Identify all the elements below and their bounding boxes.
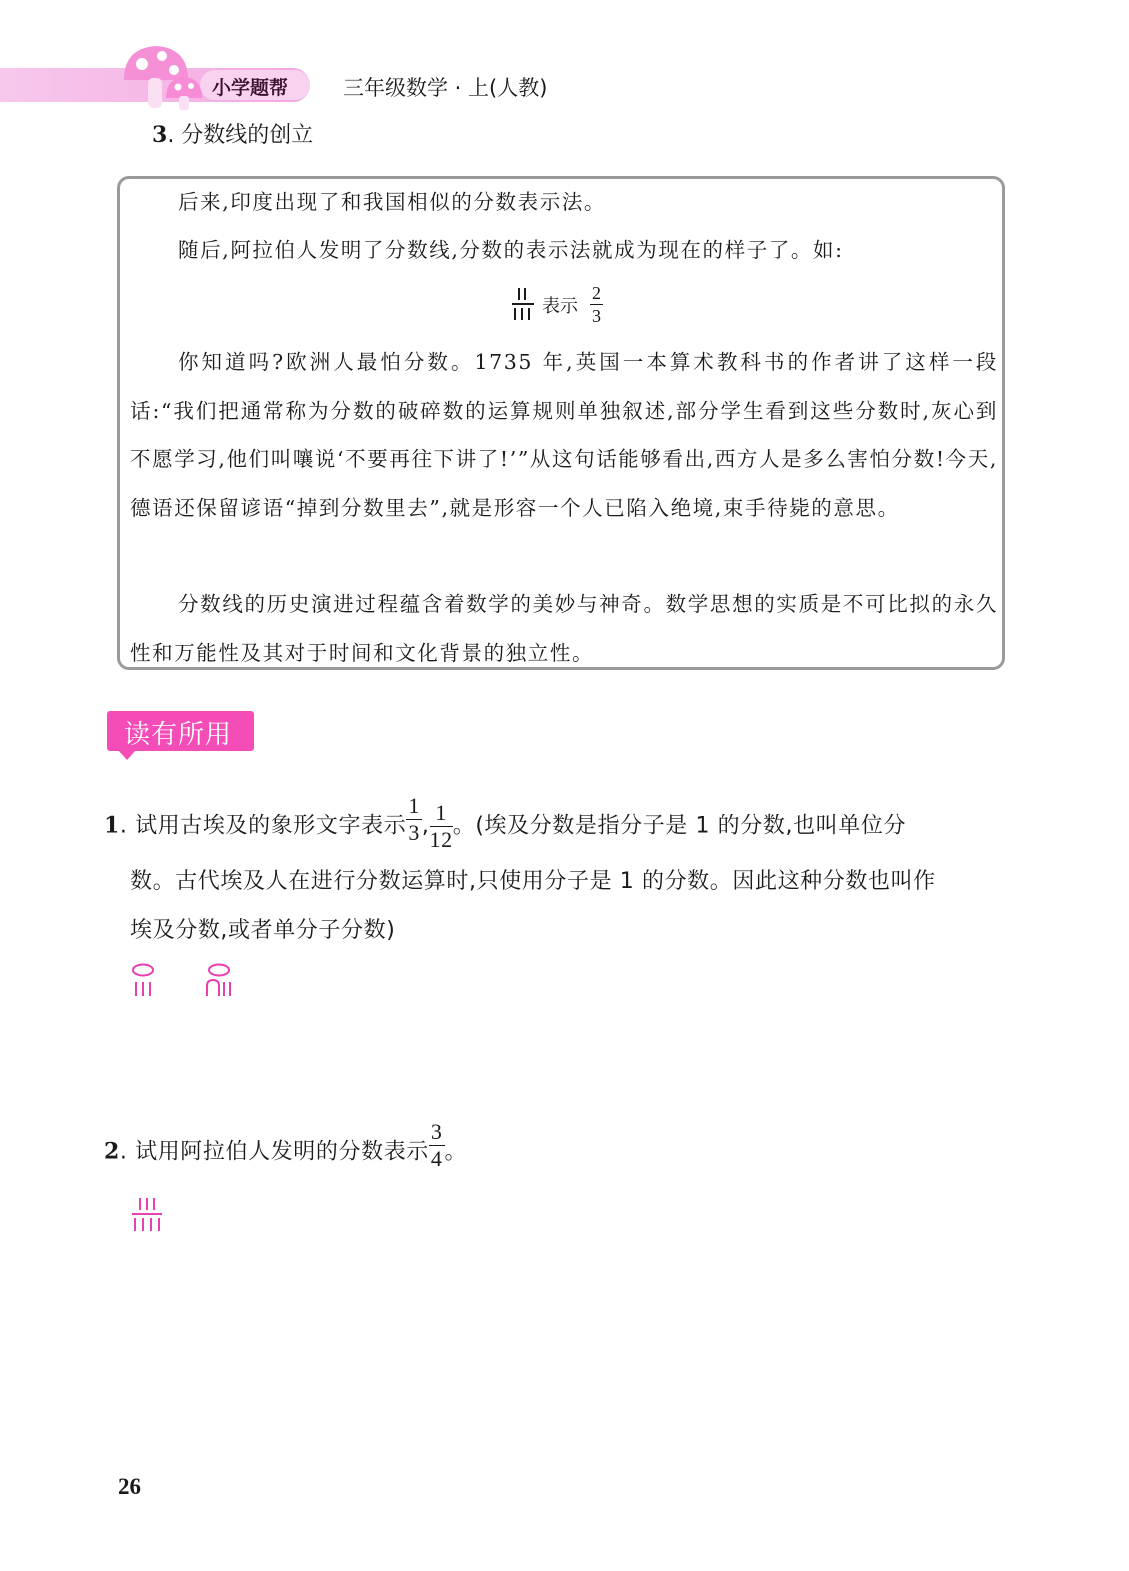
rod-numeral-glyph [510, 286, 536, 322]
question-1-separator: , [421, 813, 430, 839]
question-1-rest: 。(埃及分数是指分子是 1 的分数,也叫单位分 [452, 813, 907, 839]
question-1-line-1 [104, 793, 907, 853]
question-2-line [104, 1119, 468, 1172]
fraction-a-denominator: 3 [408, 820, 420, 845]
answer-2-rod-fraction [130, 1196, 170, 1236]
question-1-fraction-a [406, 793, 422, 846]
question-1-number: 1 [104, 812, 120, 839]
question-1-line-3: 埃及分数,或者单分子分数) [130, 918, 396, 943]
example-denominator: 3 [592, 306, 601, 326]
reading-paragraph-3: 你知道吗?欧洲人最怕分数。1735 年,英国一本算术教科书的作者讲了这样一段话:“我们把通常称为分数的破碎数的运算规则单独叙述,部分学生看到这些分数时,灰心到不愿学习,他们叫嚷说‘不要再往下讲了!’”从这句话能够看出,西方人是多么害怕分数!今天,德语还保留谚语“掉到分数里去”,就是形容一个人已陷入绝境,束手待毙的意思。 [130, 350, 998, 520]
arabic-fraction-example [510, 280, 620, 330]
header-badge: 小学题帮 [212, 77, 289, 99]
fraction-a-numerator: 1 [408, 793, 420, 818]
question-2-denominator: 4 [430, 1146, 443, 1171]
hieroglyph-one-twelfth [207, 965, 230, 997]
answer-1-hieroglyphs [130, 962, 250, 1002]
question-2-suffix: 。 [444, 1139, 468, 1165]
question-1-prefix: . 试用古埃及的象形文字表示 [119, 813, 407, 839]
question-1-fraction-b [430, 800, 453, 853]
fraction-b-denominator: 12 [429, 827, 453, 852]
example-fraction [590, 282, 603, 327]
section-tag-tail [118, 750, 136, 760]
example-numerator: 2 [592, 283, 601, 303]
question-1-line-2: 数。古代埃及人在进行分数运算时,只使用分子是 1 的分数。因此这种分数也叫作 [130, 869, 936, 894]
mushroom-icon [118, 40, 208, 112]
section-number: 3 [152, 122, 168, 148]
question-2-number: 2 [104, 1138, 120, 1165]
reading-paragraph-4: 分数线的历史演进过程蕴含着数学的美妙与神奇。数学思想的实质是不可比拟的永久性和万能性及其对于时间和文化背景的独立性。 [130, 592, 998, 665]
question-2-numerator: 3 [430, 1119, 443, 1144]
section-heading [152, 118, 313, 149]
fraction-b-numerator: 1 [430, 800, 453, 827]
section-tag-label: 读有所用 [124, 720, 233, 750]
hieroglyph-one-third [133, 965, 153, 997]
example-label: 表示 [542, 296, 578, 317]
reading-paragraph-2: 随后,阿拉伯人发明了分数线,分数的表示法就成为现在的样子了。如: [178, 238, 844, 262]
question-2-fraction [429, 1119, 445, 1172]
book-title: 三年级数学 · 上(人教) [343, 76, 548, 100]
section-title: . 分数线的创立 [167, 123, 314, 148]
reading-paragraph-1: 后来,印度出现了和我国相似的分数表示法。 [178, 190, 607, 214]
page-number: 26 [118, 1474, 141, 1499]
question-2-prefix: . 试用阿拉伯人发明的分数表示 [119, 1139, 429, 1165]
